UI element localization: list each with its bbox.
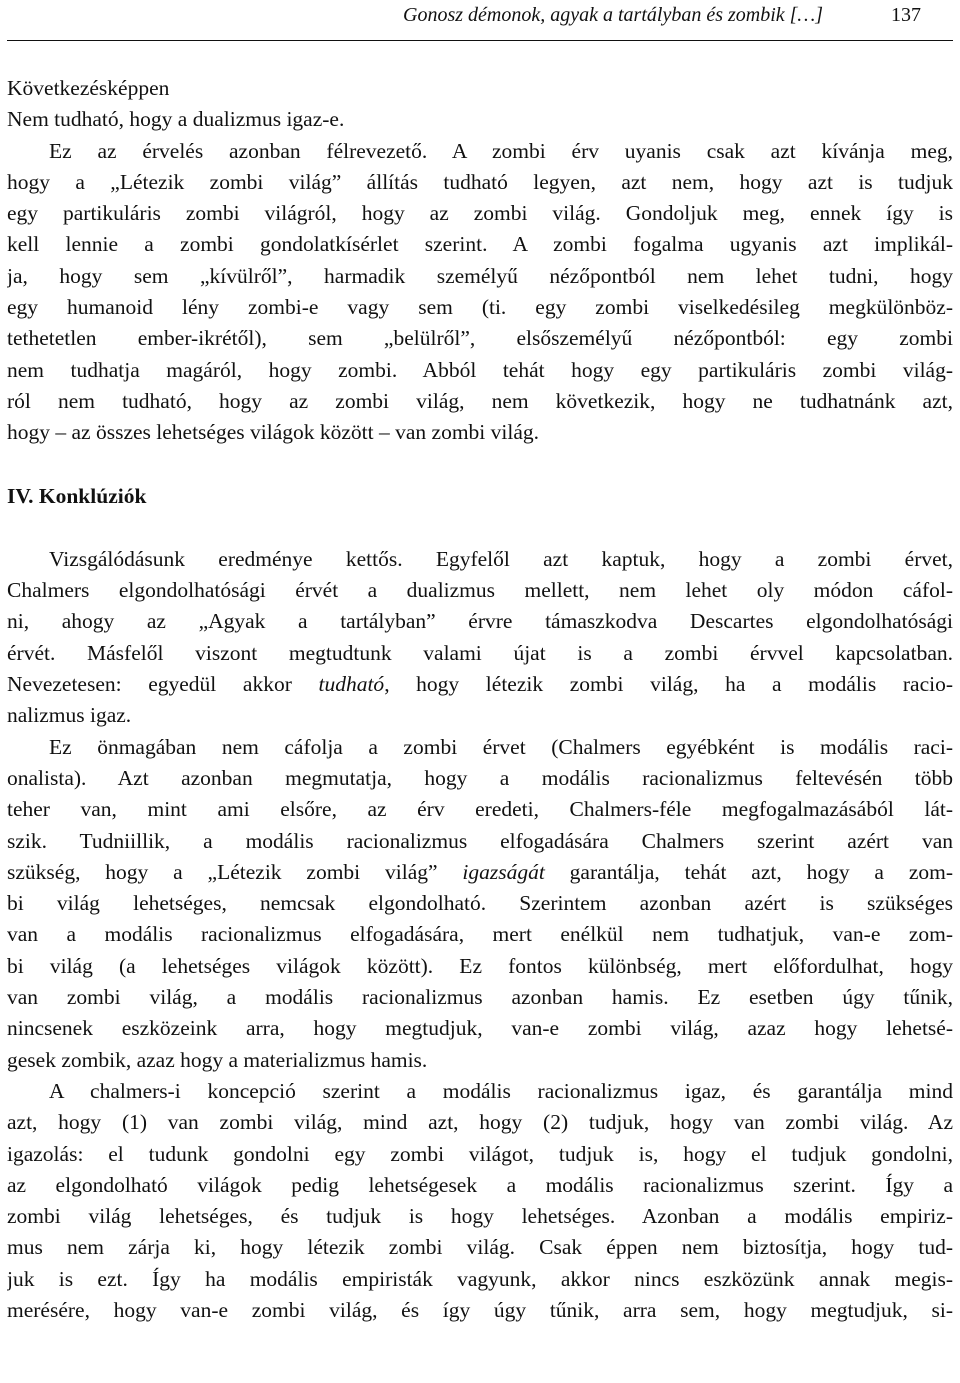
text-line: szik. Tudniillik, a modális racionalizmus elfogadására Chalmers szerint azért van [7,828,953,853]
emphasis-text: tudható [318,672,385,697]
page-number: 137 [891,4,921,26]
text-run: szükség, hogy a „Létezik zombi világ” [7,859,463,884]
text-line: érvét. Másfelől viszont megtudtunk valami újat is a zombi érvvel kapcsolatban. [7,640,953,665]
text-line: nem tudhatja magáról, hogy zombi. Abból tehát hogy egy partikuláris zombi világ- [7,357,953,382]
conclusion-paragraph-3 [7,1076,953,1326]
text-line: ja, hogy sem „kívülről”, harmadik személyű nézőpontból nem lehet tudni, hogy [7,263,953,288]
text-run: Nevezetesen: egyedül akkor [7,672,319,697]
text-line: hogy – az összes lehetséges világok között – van zombi világ. [7,420,539,445]
text-line: A chalmers-i koncepció szerint a modális racionalizmus igaz, és garantálja mind [49,1078,953,1103]
text-line: van a modális racionalizmus elfogadására, mert enélkül nem tudhatjuk, van-e zom- [7,922,953,947]
text-line: azt, hogy (1) van zombi világ, mind azt, hogy (2) tudjuk, hogy van zombi világ. Az [7,1110,953,1135]
book-page [7,0,953,1383]
text-line: Következésképpen [7,76,170,100]
text-line: mus nem zárja ki, hogy létezik zombi világ. Csak éppen nem biztosítja, hogy tud- [7,1235,953,1260]
page-body [7,73,953,1326]
text-line: merésére, hogy van-e zombi világ, és így úgy tűnik, arra sem, hogy megtudjuk, si- [7,1297,953,1322]
argument-paragraph [7,73,953,449]
text-line: Ez önmagában nem cáfolja a zombi érvet (Chalmers egyébként is modális raci- [49,734,953,759]
text-line: igazolás: el tudunk gondolni egy zombi világot, tudjuk is, hogy el tudjuk gondolni, [7,1141,953,1166]
text-line: egy partikuláris zombi világról, hogy az zombi világ. Gondoljuk meg, ennek így is [7,201,953,226]
running-title: Gonosz démonok, agyak a tartályban és zombik […] [403,4,823,26]
text-line: juk is ezt. Így ha modális empiristák vagyunk, akkor nincs eszközünk annak megis- [7,1266,953,1291]
text-line: tethetetlen ember-ikrétől), sem „belülről”, elsőszemélyű nézőpontból: egy zombi [7,326,953,351]
text-line: teher van, mint ami elsőre, az érv eredeti, Chalmers-féle megfogalmazásából lát- [7,797,953,822]
text-line: Nem tudható, hogy a dualizmus igaz-e. [7,107,345,132]
text-line: bi világ lehetséges, nemcsak elgondolható. Szerintem azonban azért is szükséges [7,891,953,916]
text-line: gesek zombik, azaz hogy a materializmus hamis. [7,1047,428,1072]
text-line: ról nem tudható, hogy az zombi világ, nem következik, hogy ne tudhatnánk azt, [7,388,953,413]
text-run: , hogy létezik zombi világ, ha a modális racio- [384,672,953,697]
text-line: kell lennie a zombi gondolatkísérlet szerint. A zombi fogalma ugyanis azt implikál- [7,232,953,257]
conclusion-paragraph-1 [7,544,953,732]
text-line: zombi világ lehetséges, és tudjuk is hogy lehetséges. Azonban a modális empiriz- [7,1204,953,1229]
text-line: nalizmus igaz. [7,703,132,728]
conclusion-paragraph-2 [7,732,953,1076]
text-line: Chalmers elgondolhatósági érvét a dualizmus mellett, nem lehet oly módon cáfol- [7,578,953,603]
emphasis-text: igazságát [462,859,545,884]
text-line: egy humanoid lény zombi-e vagy sem (ti. egy zombi viselkedésileg megkülönböz- [7,295,953,320]
text-line: az elgondolható világok pedig lehetségesek a modális racionalizmus szerint. Így a [7,1172,953,1197]
text-run: garantálja, tehát azt, hogy a zom- [544,859,953,884]
text-line: Ez az érvelés azonban félrevezető. A zombi érv uyanis csak azt kívánja meg, [49,138,953,163]
running-head [7,0,953,41]
section-heading: IV. Konklúziók [7,483,147,508]
text-line: nincsenek eszközeink arra, hogy megtudjuk, van-e zombi világ, azaz hogy lehetsé- [7,1016,953,1041]
text-line: bi világ (a lehetséges világok között). Ez fontos különbség, mert előfordulhat, hogy [7,953,953,978]
text-line: hogy a „Létezik zombi világ” állítás tudható legyen, azt nem, hogy azt is tudjuk [7,169,953,194]
text-line [7,669,953,700]
text-line: van zombi világ, a modális racionalizmus azonban hamis. Ez esetben úgy tűnik, [7,985,953,1010]
text-line: onalista). Azt azonban megmutatja, hogy a modális racionalizmus feltevésén több [7,765,953,790]
text-line [7,857,953,888]
text-line: ni, ahogy az „Agyak a tartályban” érvre támaszkodva Descartes elgondolhatósági [7,609,953,634]
text-line: Vizsgálódásunk eredménye kettős. Egyfelől azt kaptuk, hogy a zombi érvet, [49,546,953,571]
